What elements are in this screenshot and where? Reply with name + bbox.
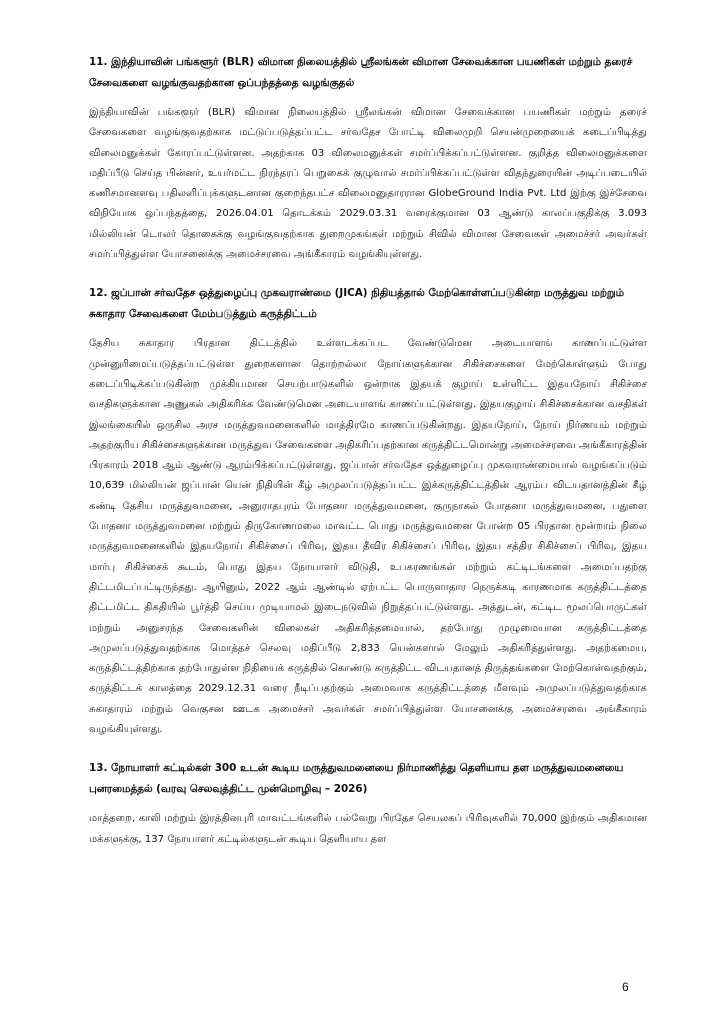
page-number: 6 — [622, 980, 629, 994]
section-12 — [89, 283, 647, 740]
section-paragraph: இந்தியாவின் பங்களூர் (BLR) விமான நிலையத்தில் ஸ்ரீலங்கன் விமான சேவைக்கான பயணிகள் மற்றும் தரைச் சேவைகளை வழங்குவதற்காக மட்டுப்படுத்தப்பட்ட சர்வதேச போட்டி விலைமுறி செயன்முறையைக் கடைப்பிடித்து விலைமனுக்கள் கோரப்பட்டுள்ளன. அதற்காக 03 விலைமனுக்கள் சமர்ப்பிக்கப்பட்டுள்ளன. குறித்த விலைமனுக்களை மதிப்பீடு செய்த பின்னர், உயர்மட்ட நிரந்தரப் பெறுகைக் குழுவால் சமர்ப்பிக்கப்பட்டுள்ள விதந்துரையின் அடிப்படையில் கணிசமானளவு பதிலளிப்புக்களுடனான குறைந்தபட்ச விலைமனுதாரரான GlobeGround India Pvt. Ltd இற்கு இச்சேவை விநியோக ஒப்பந்தத்தை, 2026.04.01 தொடக்கம் 2029.03.31 வரைக்குமான 03 ஆண்டு காலப்பகுதிக்கு 3.093 மில்லியன் டொலர் தொகைக்கு வழங்குவதற்காக துறைமுகங்கள் மற்றும் சிவில் விமான சேவைகள் அமைச்சர் அவர்கள் சமர்ப்பித்துள்ள யோசனைக்கு அமைச்சரவை அங்கீகாரம் வழங்கியுள்ளது. — [89, 107, 647, 261]
page-content — [89, 52, 647, 868]
section-heading: 12. ஜப்பான் சர்வதேச ஒத்துழைப்பு முகவராண்மை (JICA) நிதியத்தால் மேற்கொள்ளப்படுகின்ற மருத்துவ மற்றும் சுகாதார சேவைகளை மேம்படுத்தும் கருத்திட்டம் — [89, 287, 624, 320]
section-13 — [89, 758, 647, 850]
section-paragraph: மாத்தறை, காலி மற்றும் இரத்தினபுரி மாவட்டங்களில் பல்வேறு பிரதேச செயலகப் பிரிவுகளில் 70,000 இற்கும் அதிகமான மக்களுக்கு, 137 நோயாளர் கட்டில்களுடன் கூடிய தெளியாய தள — [89, 813, 647, 845]
section-heading: 13. நோயாளர் கட்டில்கள் 300 உடன் கூடிய மருத்துவமனையை நிர்மாணித்து தெளியாய தள மருத்துவமனையை புனரமைத்தல் (வரவு செலவுத்திட்ட முன்மொழிவு – 2026) — [89, 762, 624, 795]
section-11 — [89, 52, 647, 265]
section-paragraph: தேசிய சுகாதார பிரதான திட்டத்தில் உள்ளடக்கப்பட வேண்டுமென அடையாளங் காணப்பட்டுள்ள முன்னுரிமைப்படுத்தப்பட்டுள்ள துறைகளான தொற்றல்லா நோய்களுக்கான சிகிச்சைகளை மேற்கொள்ளும் போது கடைப்பிடிக்கப்படுகின்ற முக்கியமான செயற்பாடுகளில் ஒன்றாக இதயக் குழாய் உள்ளிட்ட இதயநோய் சிகிச்சை வசதிகளுக்கான அணுகல் அதிகரிக்க வேண்டுமென அடையாளங் காணப்பட்டுள்ளது. இதயகுழாய் சிகிச்சைக்கான வசதிகள் இலங்கையில் ஒருசில அரச மருத்துவமனைகளில் மாத்திரமே காணப்படுகின்றது. இதயநோய், நோய் நிர்ணயம் மற்றும் அதற்குரிய சிகிச்சைகளுக்கான மருத்துவ சேவைகளை அதிகரிப்பதற்கான கருத்திட்டமொன்று அமைச்சரவை அங்கீகாரத்தின் பிரகாரம் 2018 ஆம் ஆண்டு ஆரம்பிக்கப்பட்டுள்ளது. ஜப்பான் சர்வதேச ஒத்துழைப்பு முகவராண்மையால் வழங்கப்படும் 10,639 மில்லியன் ஜப்பான் யென் நிதியின் கீழ் அமுலப்படுத்தப்பட்ட இக்கருத்திட்டத்தின் ஆரம்ப விடயதானத்தின் கீழ் கண்டி தேசிய மருத்துவமனை, அனுராதபுரம் போதனா மருத்துவமனை, குருநாகல் போதனா மருத்துவமனை, பதுளை போதனா மருத்துவமனை மற்றும் திருகோணமலை மாவட்ட பொது மருத்துவமனை போன்ற 05 பிரதான மூன்றாம் நிலை மருத்துவமனைகளில் இதயநோய் சிகிச்சைப் பிரிவு, இதய தீவிர சிகிச்சைப் பிரிவு, இதய சத்திர சிகிச்சைப் பிரிவு, இதய மார்பு சிகிச்சைக் கூடம், பொது இதய நோயாளர் விடுதி, உபகரணங்கள் மற்றும் கட்டிடங்களை அமைப்பதற்கு திட்டமிடப்பட்டிருந்தது. ஆயினும், 2022 ஆம் ஆண்டில் ஏற்பட்ட பொருளாதார நெருக்கடி காரணமாக கருத்திட்டத்தை திட்டமிட்ட திகதியில் பூர்த்தி செய்ய முடியாமல் இடைநடுவில் நிறுத்தப்பட்டுள்ளது. அத்துடன், கட்டிட மூலப்பொருட்கள் மற்றும் அனுசரந்த சேவைகளின் விலைகள் அதிகரித்தமையால், தற்போது முழுமையான கருத்திட்டத்தை அமுலப்படுத்துவதற்காக மொத்தச் செலவு மதிப்பீடு 2,833 யென்களால் மேலும் அதிகரித்துள்ளது. அதற்கமைய, கருத்திட்டத்திற்காக தற்போதுள்ள நிதியைக் கருத்தில் கொண்டு கருத்திட்ட விடயதானத் திருத்தங்களை மேற்கொள்வதற்கும், கருத்திட்டக் காலத்தை 2029.12.31 வரை நீடிப்பதற்கும் அமைவாக கருத்திட்டத்தை மீளவும் அமுலப்படுத்துவதற்காக சுகாதாரம் மற்றும் வெகுசன ஊடக அமைச்சர் அவர்கள் சமர்ப்பித்துள்ள யோசனைக்கு அமைச்சரவை அங்கீகாரம் வழங்கியுள்ளது. — [89, 338, 647, 736]
section-heading: 11. இந்தியாவின் பங்களூர் (BLR) விமான நிலையத்தில் ஸ்ரீலங்கன் விமான சேவைக்கான பயணிகள் மற்றும் தரைச் சேவைகளை வழங்குவதற்கான ஒப்பந்தத்தை வழங்குதல் — [89, 56, 633, 89]
